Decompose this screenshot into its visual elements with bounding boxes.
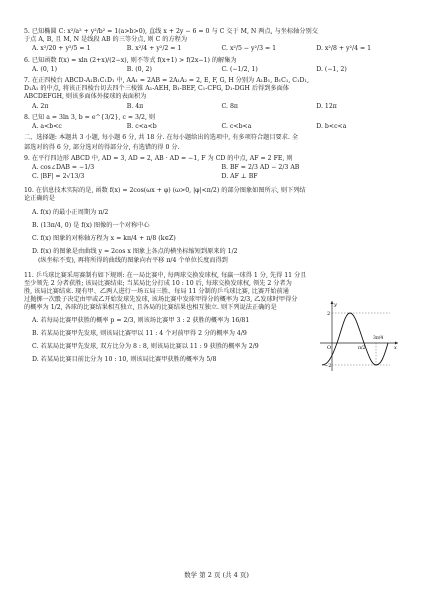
q11-line1: 11. 乒乓球比赛采用赛制有如下规则: 在一局比赛中, 每两球交换发球权, 每赢一球得 1 分, 先得 11 分且 <box>24 271 307 279</box>
q7-stem-line1: 7. 在正四棱台 ABCD-A₁B₁C₁D₁ 中, AA₁ = 2AB = 2A₁A₂ = 2, E, F, G, H 分别为 A₁B₁, B₁C₁, C₁D₁, <box>24 77 309 85</box>
q11-line3: 胜, 该局比赛结束. 现有甲、乙两人进行一场五局三胜、每局 11 分制的乒乓球比赛, 比赛开始前通 <box>24 288 289 296</box>
question-7 <box>24 77 411 111</box>
question-6 <box>24 57 411 74</box>
q10-option-b: B. (13π/4, 0) 是 f(x) 图像的一个对称中心 <box>32 221 150 229</box>
q9-options-row2 <box>24 173 411 181</box>
q7-stem-line3: ABCDEFGH, 则该多面体外接球的表面积为 <box>24 93 147 101</box>
q10-option-d-line2: (纵坐标不变), 再将所得的曲线的图象向右平移 π/4 个单位长度而得到 <box>38 257 228 265</box>
q8-stem: 8. 已知 a = 3ln 3, b = e^{3/2}, c = 3/2, 则 <box>24 113 156 121</box>
x-tick-pi-over-2: π/2 <box>358 346 366 351</box>
q7-option-b: B. 4π <box>126 102 144 110</box>
q11-option-c: C. 若某局比赛甲先发球, 双方比分为 8 : 8, 则该局比赛以 11 : 9 获胜的概率为 2/9 <box>32 343 259 351</box>
q9-stem: 9. 在平行四边形 ABCD 中, AD = 3, AD = 2, AB · AD = −1, F 为 CD 的中点, AF = 2 FE, 则 <box>24 154 293 162</box>
q7-option-a: A. 2π <box>32 102 49 110</box>
question-8 <box>24 114 411 131</box>
q5-stem-line1: 5. 已知椭圆 C: x²/a² + y²/b² = 1(a>b>0), 直线 x + 2y − 6 = 0 与 C 交于 M, N 两点, 与坐标轴分别交 <box>24 28 318 35</box>
q10-option-a: A. f(x) 的最小正周期为 π/2 <box>32 208 109 216</box>
q8-option-c: C. c<b<a <box>221 123 252 131</box>
q5-option-b: B. x²/4 + y²/2 = 1 <box>126 45 182 53</box>
q10-option-d-line1: D. f(x) 的图象是由曲线 y = 2cos x 图象上各点的横坐标缩短到原来的 1/2 <box>32 248 238 256</box>
q6-stem: 6. 已知函数 f(x) = xln (2+x)/(2−x), 则不等式 f(x+1) > f(2x−1) 的解集为 <box>24 56 237 64</box>
q5-option-c: C. x²/5 − y²/3 = 1 <box>221 45 277 53</box>
q8-option-d: D. b<c<a <box>316 123 347 131</box>
q5-options <box>24 45 411 53</box>
x-axis-label: x <box>394 345 397 351</box>
q8-options <box>24 123 411 131</box>
origin-label: O <box>327 345 332 351</box>
q11-option-a: A. 若每局比赛甲获胜的概率 p = 2/3, 则该场比赛甲 3 : 2 获胜的概率为 16/81 <box>32 316 250 324</box>
q11-option-b: B. 若某局比赛甲先发球, 则该局比赛甲以 11 : 4 个对前甲得 2 分的概率为 4/9 <box>32 329 247 337</box>
q9-option-a: A. cos∠DAB = −1/3 <box>32 163 95 171</box>
y-min-label: −2 <box>324 363 332 369</box>
q8-option-a: A. a<b<c <box>32 123 62 131</box>
q7-options <box>24 103 411 111</box>
q7-stem-line2: D₁A₁ 的中点, 将该正四棱台切去四个三棱锥 A₁-AEH, B₁-BEF, C₁-CFG, D₁-DGH 后得到多面体 <box>24 85 289 93</box>
q6-option-c: C. (−1/2, 1) <box>221 65 258 73</box>
q5-option-d: D. x²/8 + y²/4 = 1 <box>316 45 372 53</box>
cosine-graph-figure <box>318 299 400 373</box>
q11-line5: 的概率为 1/2, 各球的比赛结果相互独立, 且各局的比赛结果也相互独立. 则下列说法正确的是 <box>24 304 277 312</box>
page-footer: 数学 第 2 页 (共 4 页) <box>184 571 249 579</box>
q9-option-c: C. |BF| = 2√13/3 <box>32 173 85 181</box>
q11-line4: 过抛掷一次骰子决定由甲或乙开始发球先发球, 该场比赛中发球甲得分的概率为 2/3, 乙发球时甲得分 <box>24 296 298 304</box>
q6-option-b: B. (0, 2) <box>126 65 152 73</box>
section-2-header <box>24 134 411 152</box>
q5-stem-line2: 于点 A, B, 且 M, N 是线段 AB 的三等分点, 则 C 的方程为 <box>24 36 188 44</box>
q11-option-d: D. 若某局比赛目前比分为 10 : 10, 则该局比赛甲获胜的概率为 5/8 <box>32 356 217 364</box>
y-max-label: 2 <box>327 311 331 317</box>
question-5 <box>24 28 411 54</box>
q9-option-b: B. BF = 2/3 AD − 2/3 AB <box>221 163 300 171</box>
q6-option-d: D. (−1, 2) <box>316 65 347 73</box>
q5-option-a: A. x²/20 + y²/5 = 1 <box>32 45 91 53</box>
q10-option-c: C. f(x) 图象的对称轴方程为 x = kπ/4 + π/8 (k∈Z) <box>32 235 176 243</box>
section-2-line2: 部选对的得 6 分, 部分选对的得部分分, 有选错的得 0 分. <box>24 144 180 152</box>
q6-option-a: A. (0, 1) <box>32 65 58 73</box>
q6-options <box>24 66 411 74</box>
q8-option-b: B. c<a<b <box>126 123 157 131</box>
q7-option-c: C. 8π <box>221 102 238 110</box>
q10-stem-line1: 10. 在信息技术实际的是, 函数 f(x) = 2cos(ωx + φ) (ω>0, |φ|<π/2) 的部分图象如图所示, 则下列结 <box>24 187 306 195</box>
q9-option-d: D. AF ⊥ BF <box>221 173 258 181</box>
q11-line2: 至少领先 2 分者获胜; 该局比赛结束; 当某局比分打成 10 : 10 后, 每球交换发球权, 领先 2 分者为 <box>24 279 292 287</box>
question-10 <box>24 187 411 265</box>
q10-stem-line2: 论正确的是 <box>24 195 55 203</box>
question-9 <box>24 155 411 182</box>
q7-option-d: D. 12π <box>316 102 337 110</box>
q9-options-row1 <box>24 164 411 172</box>
x-tick-3pi-over-4: 3π/4 <box>373 336 384 341</box>
y-axis-label: y <box>334 302 337 308</box>
section-2-line1: 二、选择题: 本题共 3 小题, 每小题 6 分, 共 18 分. 在每小题给出的选项中, 有多项符合题目要求. 全 <box>24 134 299 142</box>
